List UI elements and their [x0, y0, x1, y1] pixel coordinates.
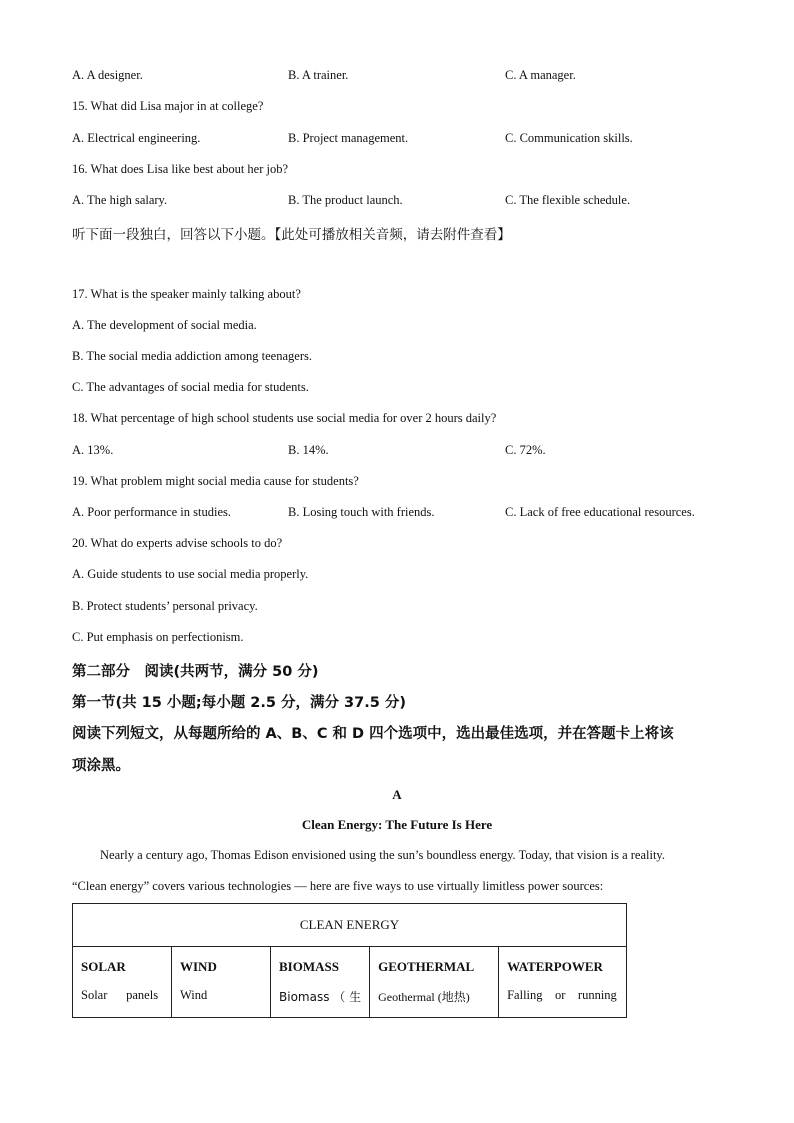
q16-option-a: A. The high salary.: [72, 193, 168, 207]
column-heading: GEOTHERMAL: [378, 959, 475, 974]
table-cell-biomass: [271, 947, 370, 1018]
reading-instruction-line2: 项涂黑。: [72, 758, 130, 774]
column-text: Wind: [180, 988, 208, 1002]
column-text: Falling or running: [507, 988, 617, 1002]
q17-option-c: C. The advantages of social media for students.: [72, 380, 309, 394]
q20-option-b: B. Protect students’ personal privacy.: [72, 599, 258, 613]
q15-option-c: C. Communication skills.: [505, 131, 633, 145]
column-text: Geothermal (地热): [378, 990, 470, 1004]
passage-label: A: [392, 787, 402, 802]
passage-paragraph-2: “Clean energy” covers various technologies — here are five ways to use virtually limitless power sources:: [72, 879, 604, 893]
q18-option-c: C. 72%.: [505, 443, 546, 457]
question-16: 16. What does Lisa like best about her job?: [72, 162, 289, 176]
q16-option-c: C. The flexible schedule.: [505, 193, 631, 207]
table-cell-solar: [73, 947, 172, 1018]
q20-option-a: A. Guide students to use social media properly.: [72, 567, 309, 581]
question-19: 19. What problem might social media cause for students?: [72, 474, 359, 488]
question-17: 17. What is the speaker mainly talking about?: [72, 287, 301, 301]
table-header-row: [73, 904, 627, 947]
q15-option-b: B. Project management.: [288, 131, 409, 145]
column-text: Solar panels: [81, 988, 159, 1002]
table-row: [73, 947, 627, 1018]
column-heading: WIND: [180, 959, 217, 974]
column-heading: BIOMASS: [279, 959, 339, 974]
q14-option-c: C. A manager.: [505, 68, 576, 82]
q20-option-c: C. Put emphasis on perfectionism.: [72, 630, 244, 644]
monologue-instruction: 听下面一段独白，回答以下小题。【此处可播放相关音频，请去附件查看】: [72, 227, 511, 243]
q16-option-b: B. The product launch.: [288, 193, 403, 207]
table-cell-wind: [172, 947, 271, 1018]
q19-option-c: C. Lack of free educational resources.: [505, 505, 695, 519]
q14-option-a: A. A designer.: [72, 68, 143, 82]
passage-paragraph-1: Nearly a century ago, Thomas Edison envisioned using the sun’s boundless energy. Today, that vision is a reality.: [100, 848, 665, 862]
table-cell-waterpower: [499, 947, 627, 1018]
passage-title: Clean Energy: The Future Is Here: [301, 817, 493, 832]
column-heading: WATERPOWER: [507, 959, 603, 974]
q18-option-b: B. 14%.: [288, 443, 329, 457]
q19-option-a: A. Poor performance in studies.: [72, 505, 231, 519]
column-text: Biomass （ 生: [279, 990, 362, 1004]
q17-option-b: B. The social media addiction among teenagers.: [72, 349, 312, 363]
q19-option-b: B. Losing touch with friends.: [288, 505, 435, 519]
section1-title: 第一节(共 15 小题;每小题 2.5 分，满分 37.5 分): [72, 695, 406, 711]
q17-option-a: A. The development of social media.: [72, 318, 257, 332]
question-15: 15. What did Lisa major in at college?: [72, 99, 264, 113]
q14-option-b: B. A trainer.: [288, 68, 349, 82]
q18-option-a: A. 13%.: [72, 443, 114, 457]
q15-option-a: A. Electrical engineering.: [72, 131, 201, 145]
table-header: CLEAN ENERGY: [73, 904, 627, 947]
table-cell-geothermal: [370, 947, 499, 1018]
question-20: 20. What do experts advise schools to do?: [72, 536, 283, 550]
question-18: 18. What percentage of high school students use social media for over 2 hours daily?: [72, 411, 497, 425]
clean-energy-table: [72, 903, 627, 1018]
reading-instruction-line1: 阅读下列短文，从每题所给的 A、B、C 和 D 四个选项中，选出最佳选项，并在答题卡上将该: [72, 726, 674, 742]
part2-title: 第二部分 阅读(共两节，满分 50 分): [72, 664, 319, 680]
column-heading: SOLAR: [81, 959, 126, 974]
